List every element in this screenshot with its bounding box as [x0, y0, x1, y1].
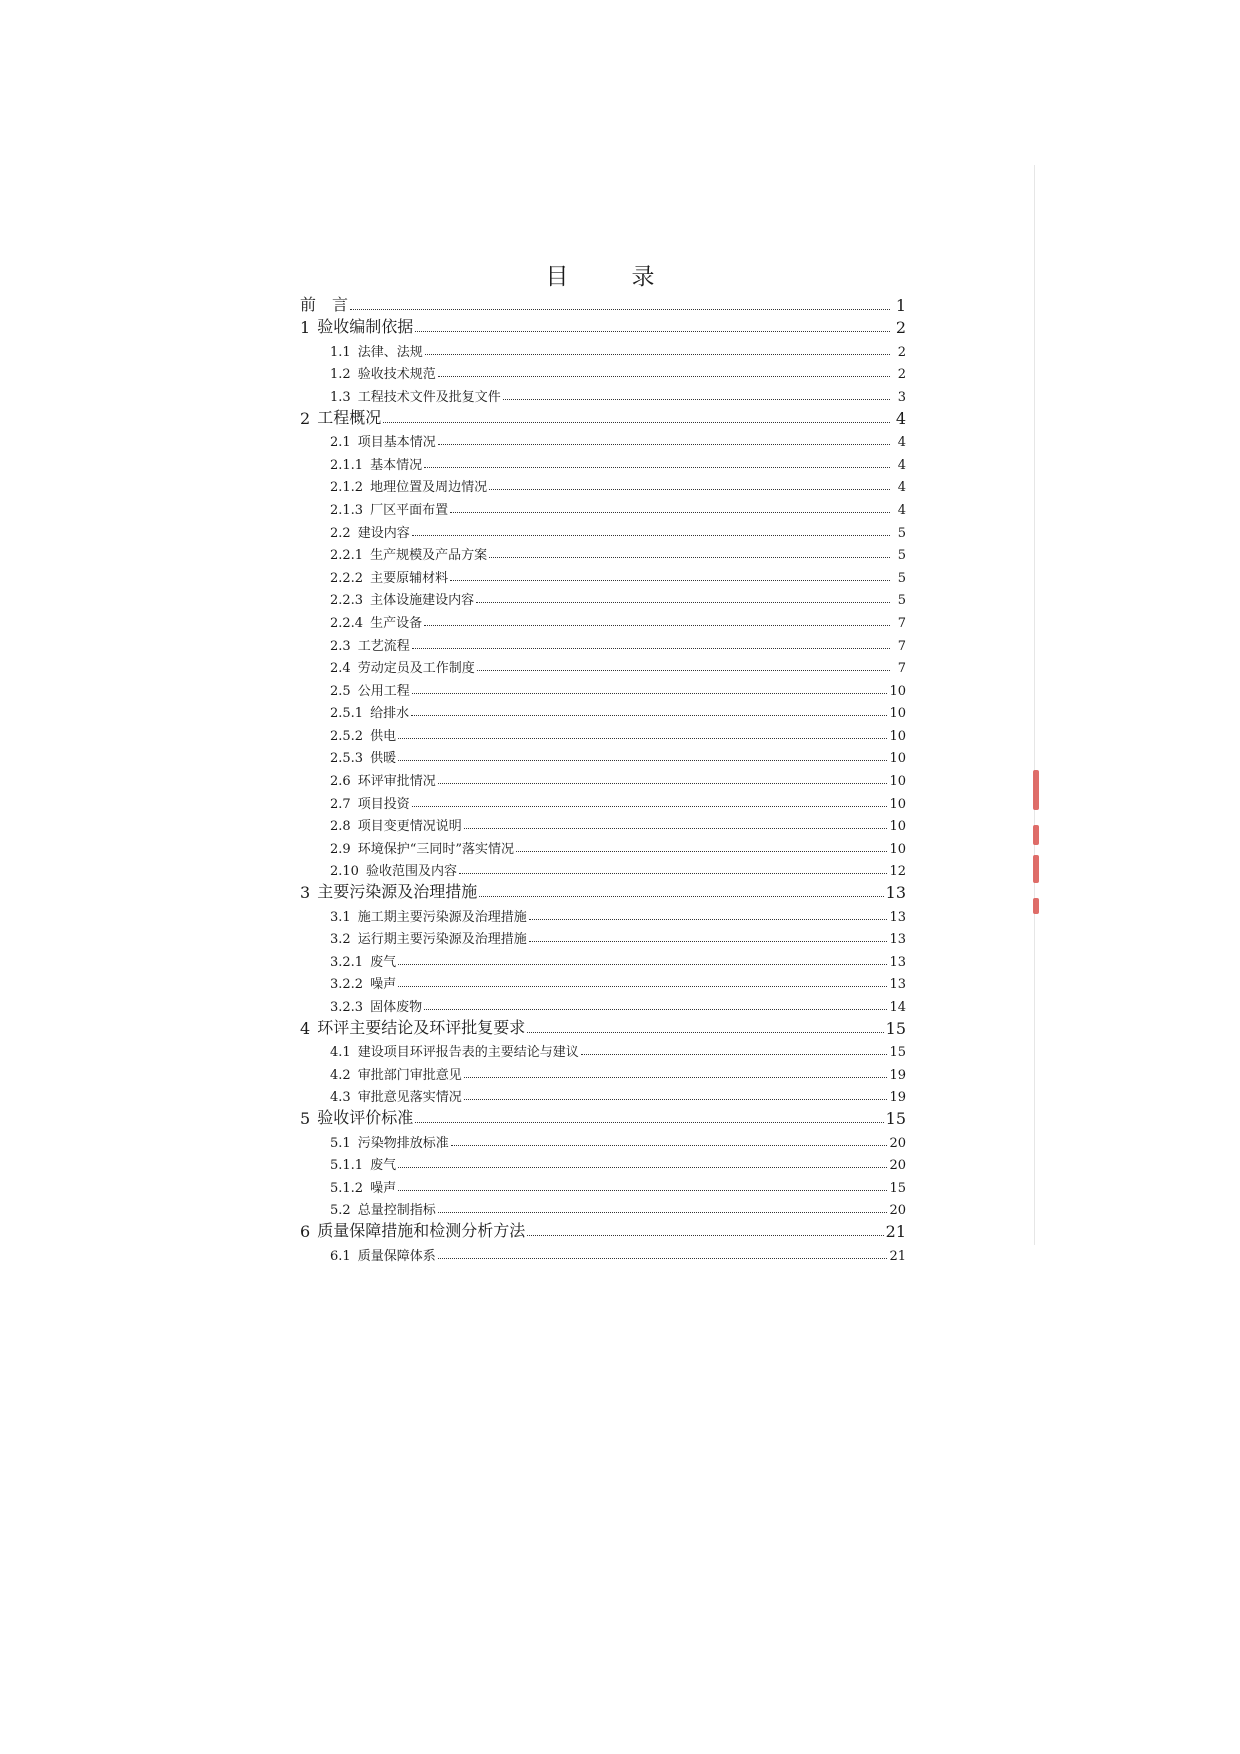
- toc-entry[interactable]: [300, 473, 906, 496]
- toc-entry-number: 4.3: [330, 1090, 351, 1106]
- toc-entry-number: 2.5.2: [330, 728, 364, 744]
- toc-entry-page: 10: [889, 841, 906, 857]
- toc-entry-page: 1: [895, 295, 906, 315]
- toc-entry[interactable]: [300, 1241, 906, 1264]
- toc-entry[interactable]: [300, 405, 906, 428]
- toc-entry[interactable]: [300, 337, 906, 360]
- toc-entry-page: 15: [885, 1018, 906, 1038]
- toc-entry[interactable]: [300, 495, 906, 518]
- toc-leader-dots: [383, 422, 890, 423]
- toc-entry-page: 13: [889, 932, 906, 948]
- toc-entry-number: 2.2.3: [330, 593, 364, 609]
- toc-entry-label: 废气: [370, 954, 397, 970]
- toc-leader-dots: [479, 896, 883, 897]
- toc-entry-number: 2.5: [330, 683, 351, 699]
- toc-entry-number: 4.2: [330, 1067, 351, 1083]
- toc-leader-dots: [412, 693, 888, 694]
- toc-leader-dots: [438, 1212, 888, 1213]
- toc-entry-label: 工程概况: [317, 407, 382, 427]
- toc-leader-dots: [516, 851, 887, 852]
- toc-entry-page: 7: [897, 661, 906, 677]
- toc-entry[interactable]: [300, 947, 906, 970]
- toc-entry-page: 10: [889, 796, 906, 812]
- toc-entry-label: 废气: [370, 1158, 397, 1174]
- toc-entry-number: 1.2: [330, 367, 351, 383]
- toc-entry-page: 13: [889, 954, 906, 970]
- toc-entry[interactable]: [300, 1218, 906, 1241]
- toc-leader-dots: [476, 602, 890, 603]
- toc-entry-label: 验收范围及内容: [365, 864, 457, 880]
- toc-entry[interactable]: [300, 766, 906, 789]
- toc-entry[interactable]: [300, 1083, 906, 1106]
- toc-leader-dots: [424, 467, 890, 468]
- toc-entry-label: 总量控制指标: [357, 1203, 436, 1219]
- toc-entry[interactable]: [300, 721, 906, 744]
- toc-leader-dots: [477, 670, 890, 671]
- toc-entry-number: 3.2.3: [330, 1000, 364, 1015]
- toc-leader-dots: [398, 1167, 887, 1168]
- toc-entry-page: 7: [897, 615, 906, 631]
- toc-entry-number: 5.1.2: [330, 1180, 364, 1196]
- toc-entry-label: 地理位置及周边情况: [370, 480, 488, 496]
- toc-entry-number: 3.2.2: [330, 977, 364, 993]
- toc-entry-page: 2: [897, 367, 906, 383]
- toc-entry-page: 10: [889, 706, 906, 722]
- toc-entry[interactable]: [300, 1151, 906, 1174]
- toc-entry-label: 验收技术规范: [357, 367, 436, 383]
- toc-entry-label: 噪声: [370, 1180, 397, 1196]
- toc-entry-label: 基本情况: [370, 457, 423, 473]
- toc-entry-page: 5: [897, 525, 906, 541]
- toc-entry-number: 4.1: [330, 1045, 351, 1061]
- toc-leader-dots: [415, 1122, 883, 1123]
- toc-entry[interactable]: [300, 1015, 906, 1038]
- toc-leader-dots: [424, 625, 890, 626]
- toc-entry-page: 4: [897, 435, 906, 451]
- toc-entry-number: 2.7: [330, 796, 351, 812]
- toc-entry[interactable]: [300, 1196, 906, 1219]
- toc-entry[interactable]: [300, 563, 906, 586]
- toc-entry-page: 10: [889, 683, 906, 699]
- toc-entry-page: 13: [889, 977, 906, 993]
- toc-entry-page: 10: [889, 819, 906, 835]
- toc-leader-dots: [450, 580, 890, 581]
- toc-leader-dots: [527, 1235, 883, 1236]
- toc-entry-label: 质量保障措施和检测分析方法: [317, 1220, 526, 1240]
- toc-entry-page: 15: [889, 1045, 906, 1061]
- toc-entry-label: 施工期主要污染源及治理措施: [357, 909, 527, 925]
- toc-entry-number: 2.1.3: [330, 502, 364, 518]
- toc-entry-label: 污染物排放标准: [357, 1135, 449, 1151]
- page-title: 目 录: [545, 264, 675, 290]
- toc-leader-dots: [438, 1258, 888, 1259]
- toc-leader-dots: [411, 715, 887, 716]
- toc-entry-page: 4: [897, 480, 906, 496]
- toc-entry-page: 15: [885, 1108, 906, 1128]
- toc-leader-dots: [425, 354, 890, 355]
- toc-entry-page: 3: [897, 389, 906, 405]
- toc-entry-label: 项目投资: [357, 796, 410, 812]
- toc-entry[interactable]: [300, 902, 906, 925]
- toc-entry-label: 工艺流程: [357, 638, 410, 654]
- toc-entry-label: 供电: [370, 728, 397, 744]
- toc-entry-number: 6.1: [330, 1248, 351, 1264]
- toc-entry-page: 4: [897, 457, 906, 473]
- toc-entry-label: 生产设备: [370, 615, 423, 631]
- toc-leader-dots: [464, 1099, 888, 1100]
- toc-entry-number: 2.5.3: [330, 751, 364, 767]
- toc-entry-page: 4: [897, 502, 906, 518]
- toc-entry-label: 主体设施建设内容: [370, 593, 475, 609]
- toc-leader-dots: [398, 964, 887, 965]
- toc-entry-page: 19: [889, 1090, 906, 1106]
- toc-leader-dots: [438, 783, 888, 784]
- toc-entry-number: 2.4: [330, 661, 351, 677]
- toc-entry[interactable]: [300, 450, 906, 473]
- toc-entry-number: 5.2: [330, 1203, 351, 1219]
- toc-entry-page: 5: [897, 548, 906, 564]
- toc-entry[interactable]: [300, 541, 906, 564]
- toc-leader-dots: [415, 331, 890, 332]
- toc-entry-page: 7: [897, 638, 906, 654]
- toc-leader-dots: [424, 1009, 887, 1010]
- toc-entry[interactable]: [300, 744, 906, 767]
- toc-entry-page: 4: [895, 408, 906, 428]
- toc-entry-label: 公用工程: [357, 683, 410, 699]
- toc-leader-dots: [398, 760, 887, 761]
- toc-leader-dots: [527, 1032, 883, 1033]
- page-edge-line: [1034, 165, 1035, 1245]
- toc-entry[interactable]: [300, 608, 906, 631]
- toc-entry-number: 3.2: [330, 932, 351, 948]
- toc-entry-label: 噪声: [370, 977, 397, 993]
- toc-entry-page: 20: [889, 1135, 906, 1151]
- toc-entry-number: 1.1: [330, 344, 351, 360]
- toc-entry-label: 供暖: [370, 751, 397, 767]
- toc-leader-dots: [489, 557, 890, 558]
- toc-entry[interactable]: [300, 857, 906, 880]
- toc-entry-label: 厂区平面布置: [370, 502, 449, 518]
- toc-entry[interactable]: [300, 1128, 906, 1151]
- table-of-contents: [300, 292, 906, 1264]
- toc-entry-number: 2.2: [330, 525, 351, 541]
- toc-leader-dots: [398, 738, 887, 739]
- toc-entry-label: 劳动定员及工作制度: [357, 661, 475, 677]
- toc-entry[interactable]: [300, 699, 906, 722]
- toc-entry[interactable]: [300, 879, 906, 902]
- toc-entry[interactable]: [300, 654, 906, 677]
- toc-entry-label: 审批意见落实情况: [357, 1090, 462, 1106]
- toc-entry-label: 项目变更情况说明: [357, 819, 462, 835]
- toc-leader-dots: [459, 873, 887, 874]
- toc-leader-dots: [451, 1145, 888, 1146]
- toc-entry[interactable]: [300, 1038, 906, 1061]
- toc-entry-label: 给排水: [370, 706, 410, 722]
- toc-entry[interactable]: [300, 382, 906, 405]
- toc-entry-page: 5: [897, 570, 906, 586]
- toc-entry[interactable]: [300, 292, 906, 315]
- toc-entry[interactable]: [300, 631, 906, 654]
- toc-entry-label: 验收编制依据: [317, 317, 414, 337]
- toc-entry-label: 生产规模及产品方案: [370, 548, 488, 564]
- toc-entry-page: 19: [889, 1067, 906, 1083]
- toc-leader-dots: [529, 919, 888, 920]
- toc-leader-dots: [412, 806, 888, 807]
- toc-entry-label: 项目基本情况: [357, 435, 436, 451]
- toc-entry-number: 2.2.1: [330, 548, 364, 564]
- toc-entry-page: 21: [889, 1248, 906, 1264]
- toc-entry-number: 2.1: [330, 435, 351, 451]
- toc-entry-number: 2.2.2: [330, 570, 364, 586]
- toc-entry[interactable]: [300, 789, 906, 812]
- toc-entry[interactable]: [300, 925, 906, 948]
- toc-leader-dots: [529, 941, 888, 942]
- toc-entry[interactable]: [300, 518, 906, 541]
- toc-entry-page: 12: [889, 864, 906, 880]
- toc-entry[interactable]: [300, 992, 906, 1015]
- toc-entry-number: 3.2.1: [330, 954, 364, 970]
- toc-entry-label: 建设项目环评报告表的主要结论与建议: [357, 1045, 579, 1061]
- toc-entry-label: 前 言: [300, 294, 349, 314]
- toc-entry[interactable]: [300, 970, 906, 993]
- toc-leader-dots: [464, 1077, 888, 1078]
- toc-entry-number: 6: [300, 1221, 311, 1241]
- toc-entry-label: 环评审批情况: [357, 774, 436, 790]
- toc-leader-dots: [581, 1054, 888, 1055]
- toc-entry[interactable]: [300, 812, 906, 835]
- toc-leader-dots: [489, 489, 890, 490]
- toc-leader-dots: [450, 512, 890, 513]
- toc-entry[interactable]: [300, 834, 906, 857]
- toc-leader-dots: [464, 828, 888, 829]
- toc-entry-number: 2.2.4: [330, 615, 364, 631]
- toc-entry[interactable]: [300, 1173, 906, 1196]
- toc-entry-number: 5: [300, 1108, 311, 1128]
- toc-entry-page: 20: [889, 1158, 906, 1174]
- toc-entry[interactable]: [300, 1105, 906, 1128]
- toc-entry-number: 1.3: [330, 389, 351, 405]
- toc-entry-number: 2: [300, 408, 311, 428]
- toc-entry-label: 验收评价标准: [317, 1107, 414, 1127]
- toc-entry-label: 质量保障体系: [357, 1248, 436, 1264]
- toc-entry-page: 10: [889, 728, 906, 744]
- toc-entry-page: 15: [889, 1180, 906, 1196]
- toc-entry-number: 3: [300, 883, 311, 903]
- toc-entry[interactable]: [300, 586, 906, 609]
- toc-entry-label: 主要原辅材料: [370, 570, 449, 586]
- toc-entry-label: 审批部门审批意见: [357, 1067, 462, 1083]
- toc-entry[interactable]: [300, 1060, 906, 1083]
- toc-entry-number: 2.1.2: [330, 480, 364, 496]
- toc-entry-number: 5.1.1: [330, 1158, 364, 1174]
- toc-entry-label: 环评主要结论及环评批复要求: [317, 1017, 526, 1037]
- toc-entry-number: 2.10: [330, 864, 359, 880]
- toc-leader-dots: [412, 535, 890, 536]
- toc-entry-number: 2.1.1: [330, 457, 364, 473]
- toc-entry-page: 2: [895, 318, 906, 338]
- toc-entry-label: 法律、法规: [357, 344, 423, 360]
- toc-entry-number: 2.6: [330, 774, 351, 790]
- toc-entry-label: 主要污染源及治理措施: [317, 882, 478, 902]
- toc-leader-dots: [398, 1190, 887, 1191]
- toc-entry-number: 1: [300, 318, 311, 338]
- toc-entry-number: 4: [300, 1018, 311, 1038]
- toc-entry-page: 13: [885, 883, 906, 903]
- toc-entry-page: 14: [889, 1000, 906, 1015]
- toc-entry-page: 10: [889, 751, 906, 767]
- toc-entry-number: 2.5.1: [330, 706, 364, 722]
- toc-entry[interactable]: [300, 428, 906, 451]
- toc-entry-number: 2.9: [330, 841, 351, 857]
- toc-entry-label: 工程技术文件及批复文件: [357, 389, 501, 405]
- toc-entry-label: 运行期主要污染源及治理措施: [357, 932, 527, 948]
- toc-entry-page: 10: [889, 774, 906, 790]
- toc-entry-page: 2: [897, 344, 906, 360]
- toc-leader-dots: [398, 986, 887, 987]
- toc-entry-page: 13: [889, 909, 906, 925]
- toc-leader-dots: [438, 376, 890, 377]
- toc-entry[interactable]: [300, 676, 906, 699]
- toc-leader-dots: [412, 648, 890, 649]
- toc-entry-number: 3.1: [330, 909, 351, 925]
- toc-entry-number: 2.3: [330, 638, 351, 654]
- edge-seal-fragment: [1033, 770, 1041, 920]
- toc-entry-page: 21: [885, 1221, 906, 1241]
- toc-entry-label: 环境保护“三同时”落实情况: [357, 841, 514, 857]
- toc-entry-page: 20: [889, 1203, 906, 1219]
- toc-entry-number: 2.8: [330, 819, 351, 835]
- toc-entry-label: 固体废物: [370, 1000, 423, 1015]
- toc-entry-page: 5: [897, 593, 906, 609]
- toc-entry-number: 5.1: [330, 1135, 351, 1151]
- toc-leader-dots: [438, 444, 890, 445]
- toc-leader-dots: [503, 399, 890, 400]
- toc-entry[interactable]: [300, 315, 906, 338]
- toc-entry[interactable]: [300, 360, 906, 383]
- toc-entry-label: 建设内容: [357, 525, 410, 541]
- toc-leader-dots: [350, 309, 890, 310]
